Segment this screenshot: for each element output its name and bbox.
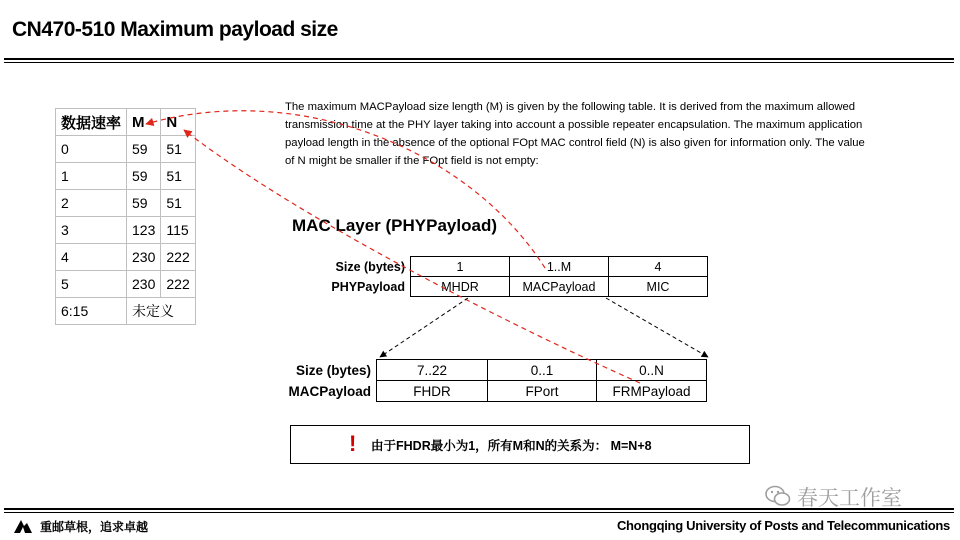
cell-dr: 2	[56, 190, 127, 217]
watermark	[765, 482, 902, 513]
cell-n: 51	[161, 163, 195, 190]
cell-dr: 0	[56, 136, 127, 163]
phy-size-label: Size (bytes)	[335, 259, 405, 274]
cell-m: 59	[127, 136, 161, 163]
mac-layer-title: MAC Layer (PHYPayload)	[292, 216, 497, 235]
cell-m: 59	[127, 190, 161, 217]
cell-n: 115	[161, 217, 195, 244]
watermark-text: 春天工作室	[797, 487, 902, 510]
mac-size-frmpayload: 0..N	[597, 360, 707, 381]
mac-field-frmpayload: FRMPayload	[597, 381, 707, 402]
mac-size-label: Size (bytes)	[295, 362, 371, 378]
cell-m: 230	[127, 244, 161, 271]
arrow-m-to-macpayload	[146, 111, 545, 268]
header-m: M	[127, 109, 161, 136]
slide-title: CN470-510 Maximum payload size	[12, 18, 338, 41]
description-paragraph: The maximum MACPayload size length (M) is given by the following table. It is derived from the maximum allowed transmission time at the PHY layer taking into account a possible repeater encapsulation. The maximum application payload length in the absence of the optional FOpt MAC control field (N) is also given for information only. The value of N might be smaller if the FOpt field is not empty:	[285, 101, 865, 167]
phy-field-macpayload: MACPayload	[510, 277, 609, 297]
footer-university: Chongqing University of Posts and Telecommunications	[616, 518, 950, 533]
expand-line-left	[380, 298, 468, 357]
phy-size-macpayload: 1..M	[510, 257, 609, 277]
wechat-icon	[765, 485, 791, 513]
header-n: N	[161, 109, 195, 136]
phy-field-mic: MIC	[609, 277, 708, 297]
mac-field-fhdr: FHDR	[377, 381, 488, 402]
exclamation-icon: !	[349, 431, 357, 456]
cell-dr: 1	[56, 163, 127, 190]
phy-size-mic: 4	[609, 257, 708, 277]
mac-size-fport: 0..1	[488, 360, 597, 381]
cell-dr: 3	[56, 217, 127, 244]
footer-left	[12, 518, 148, 537]
relation-note-text: 由于FHDR最小为1，所有M和N的关系为： M=N+8	[371, 439, 652, 453]
mac-field-fport: FPort	[488, 381, 597, 402]
mac-size-fhdr: 7..22	[377, 360, 488, 381]
footer-motto: 重邮草根，追求卓越	[40, 520, 149, 534]
arrow-n-to-frmpayload	[184, 130, 640, 383]
phy-field-mhdr: MHDR	[411, 277, 510, 297]
cell-m: 59	[127, 163, 161, 190]
phy-size-mhdr: 1	[411, 257, 510, 277]
cell-n: 222	[161, 271, 195, 298]
expand-line-right	[606, 298, 708, 357]
university-logo-icon	[12, 518, 34, 537]
cell-m: 123	[127, 217, 161, 244]
phy-row-label: PHYPayload	[331, 279, 405, 294]
mac-row-label: MACPayload	[288, 383, 371, 399]
cell-dr: 5	[56, 271, 127, 298]
cell-n: 222	[161, 244, 195, 271]
header-data-rate: 数据速率	[56, 109, 127, 136]
cell-dr: 4	[56, 244, 127, 271]
cell-dr: 6:15	[56, 298, 127, 325]
cell-n: 51	[161, 136, 195, 163]
cell-m: 230	[127, 271, 161, 298]
cell-m: 未定义	[127, 298, 196, 325]
cell-n: 51	[161, 190, 195, 217]
